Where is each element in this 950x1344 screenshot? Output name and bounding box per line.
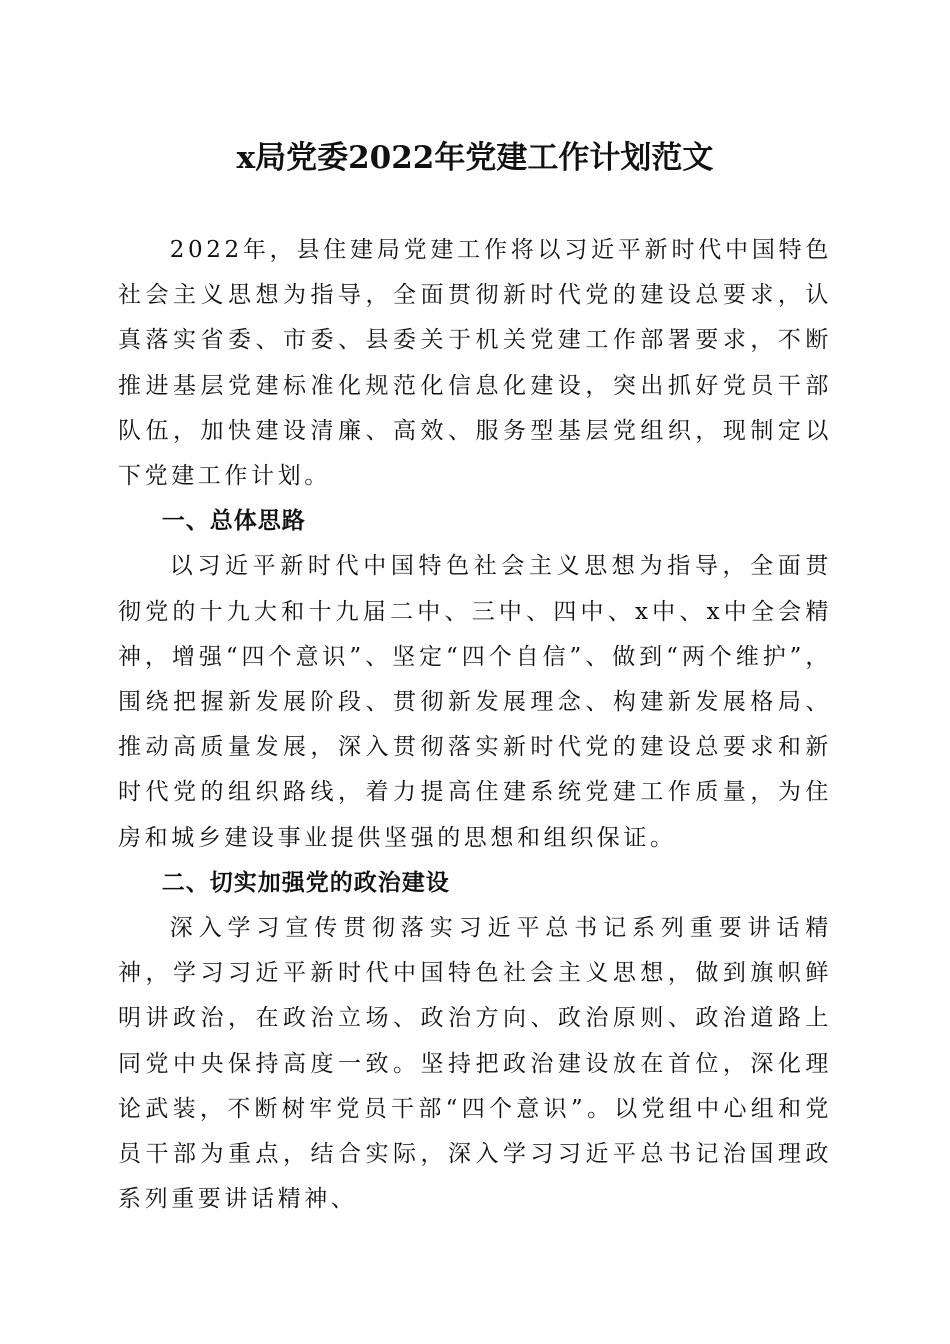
intro-paragraph: 2022年，县住建局党建工作将以习近平新时代中国特色社会主义思想为指导，全面贯彻新时代党的建设总要求，认真落实省委、市委、县委关于机关党建工作部署要求，不断推进基层党建标准化规范化信息化建设，突出抓好党员干部队伍，加快建设清廉、高效、服务型基层党组织，现制定以下党建工作计划。 <box>118 237 832 490</box>
document-title: x局党委2022年党建工作计划范文 <box>236 140 714 176</box>
section-paragraph-political-building: 深入学习宣传贯彻落实习近平总书记系列重要讲话精神，学习习近平新时代中国特色社会主义思想，做到旗帜鲜明讲政治，在政治立场、政治方向、政治原则、政治道路上同党中央保持高度一致。坚持把政治建设放在首位，深化理论武装，不断树牢党员干部“四个意识”。以党组中心组和党员干部为重点，结合实际，深入学习习近平总书记治国理政系列重要讲话精神、 <box>118 915 832 1213</box>
section-paragraph-overall-approach: 以习近平新时代中国特色社会主义思想为指导，全面贯彻党的十九大和十九届二中、三中、四中、x中、x中全会精神，增强“四个意识”、坚定“四个自信”、做到“两个维护”，围绕把握新发展阶段、贯彻新发展理念、构建新发展格局、推动高质量发展，深入贯彻落实新时代党的建设总要求和新时代党的组织路线，着力提高住建系统党建工作质量，为住房和城乡建设事业提供坚强的思想和组织保证。 <box>118 553 832 851</box>
section-heading-overall-approach: 一、总体思路 <box>161 508 306 535</box>
section-heading-political-building: 二、切实加强党的政治建设 <box>161 869 450 896</box>
document-body <box>118 228 832 1222</box>
